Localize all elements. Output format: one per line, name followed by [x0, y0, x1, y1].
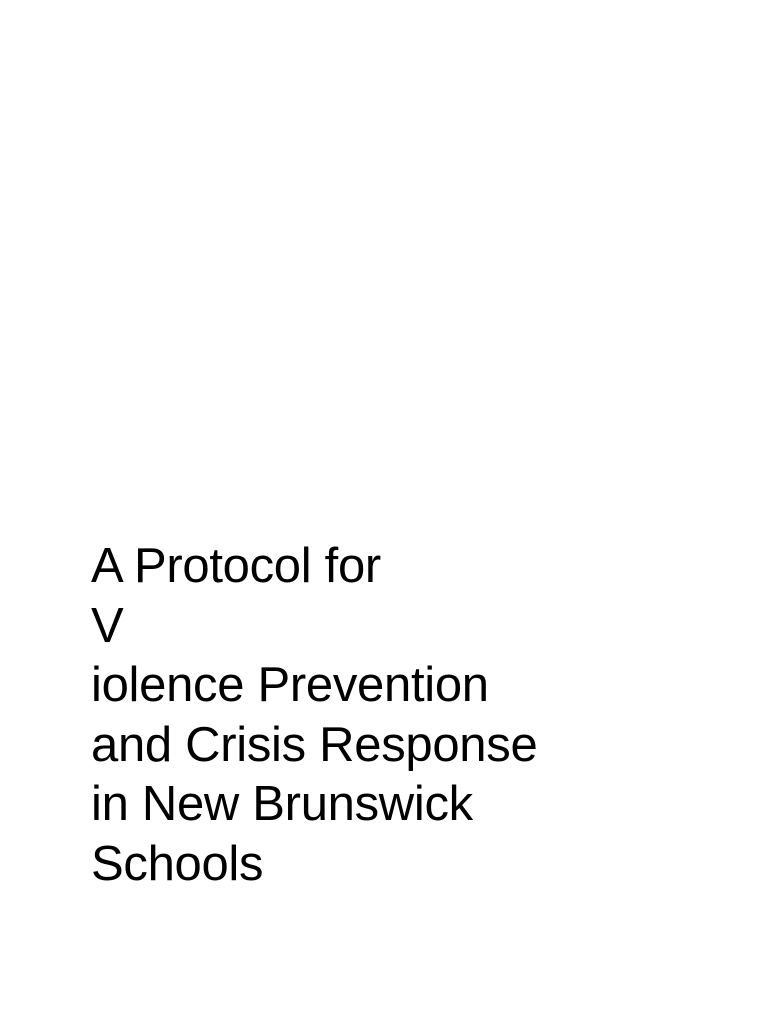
title-line-3: iolence Prevention [91, 658, 489, 713]
title-line-5: in New Brunswick [91, 777, 473, 832]
title-line-6: Schools [91, 836, 264, 891]
title-line-2: V [91, 598, 124, 653]
document-title [91, 537, 711, 895]
title-line-1: A Protocol for [91, 539, 381, 593]
title-line-4: and Crisis Response [91, 717, 538, 772]
